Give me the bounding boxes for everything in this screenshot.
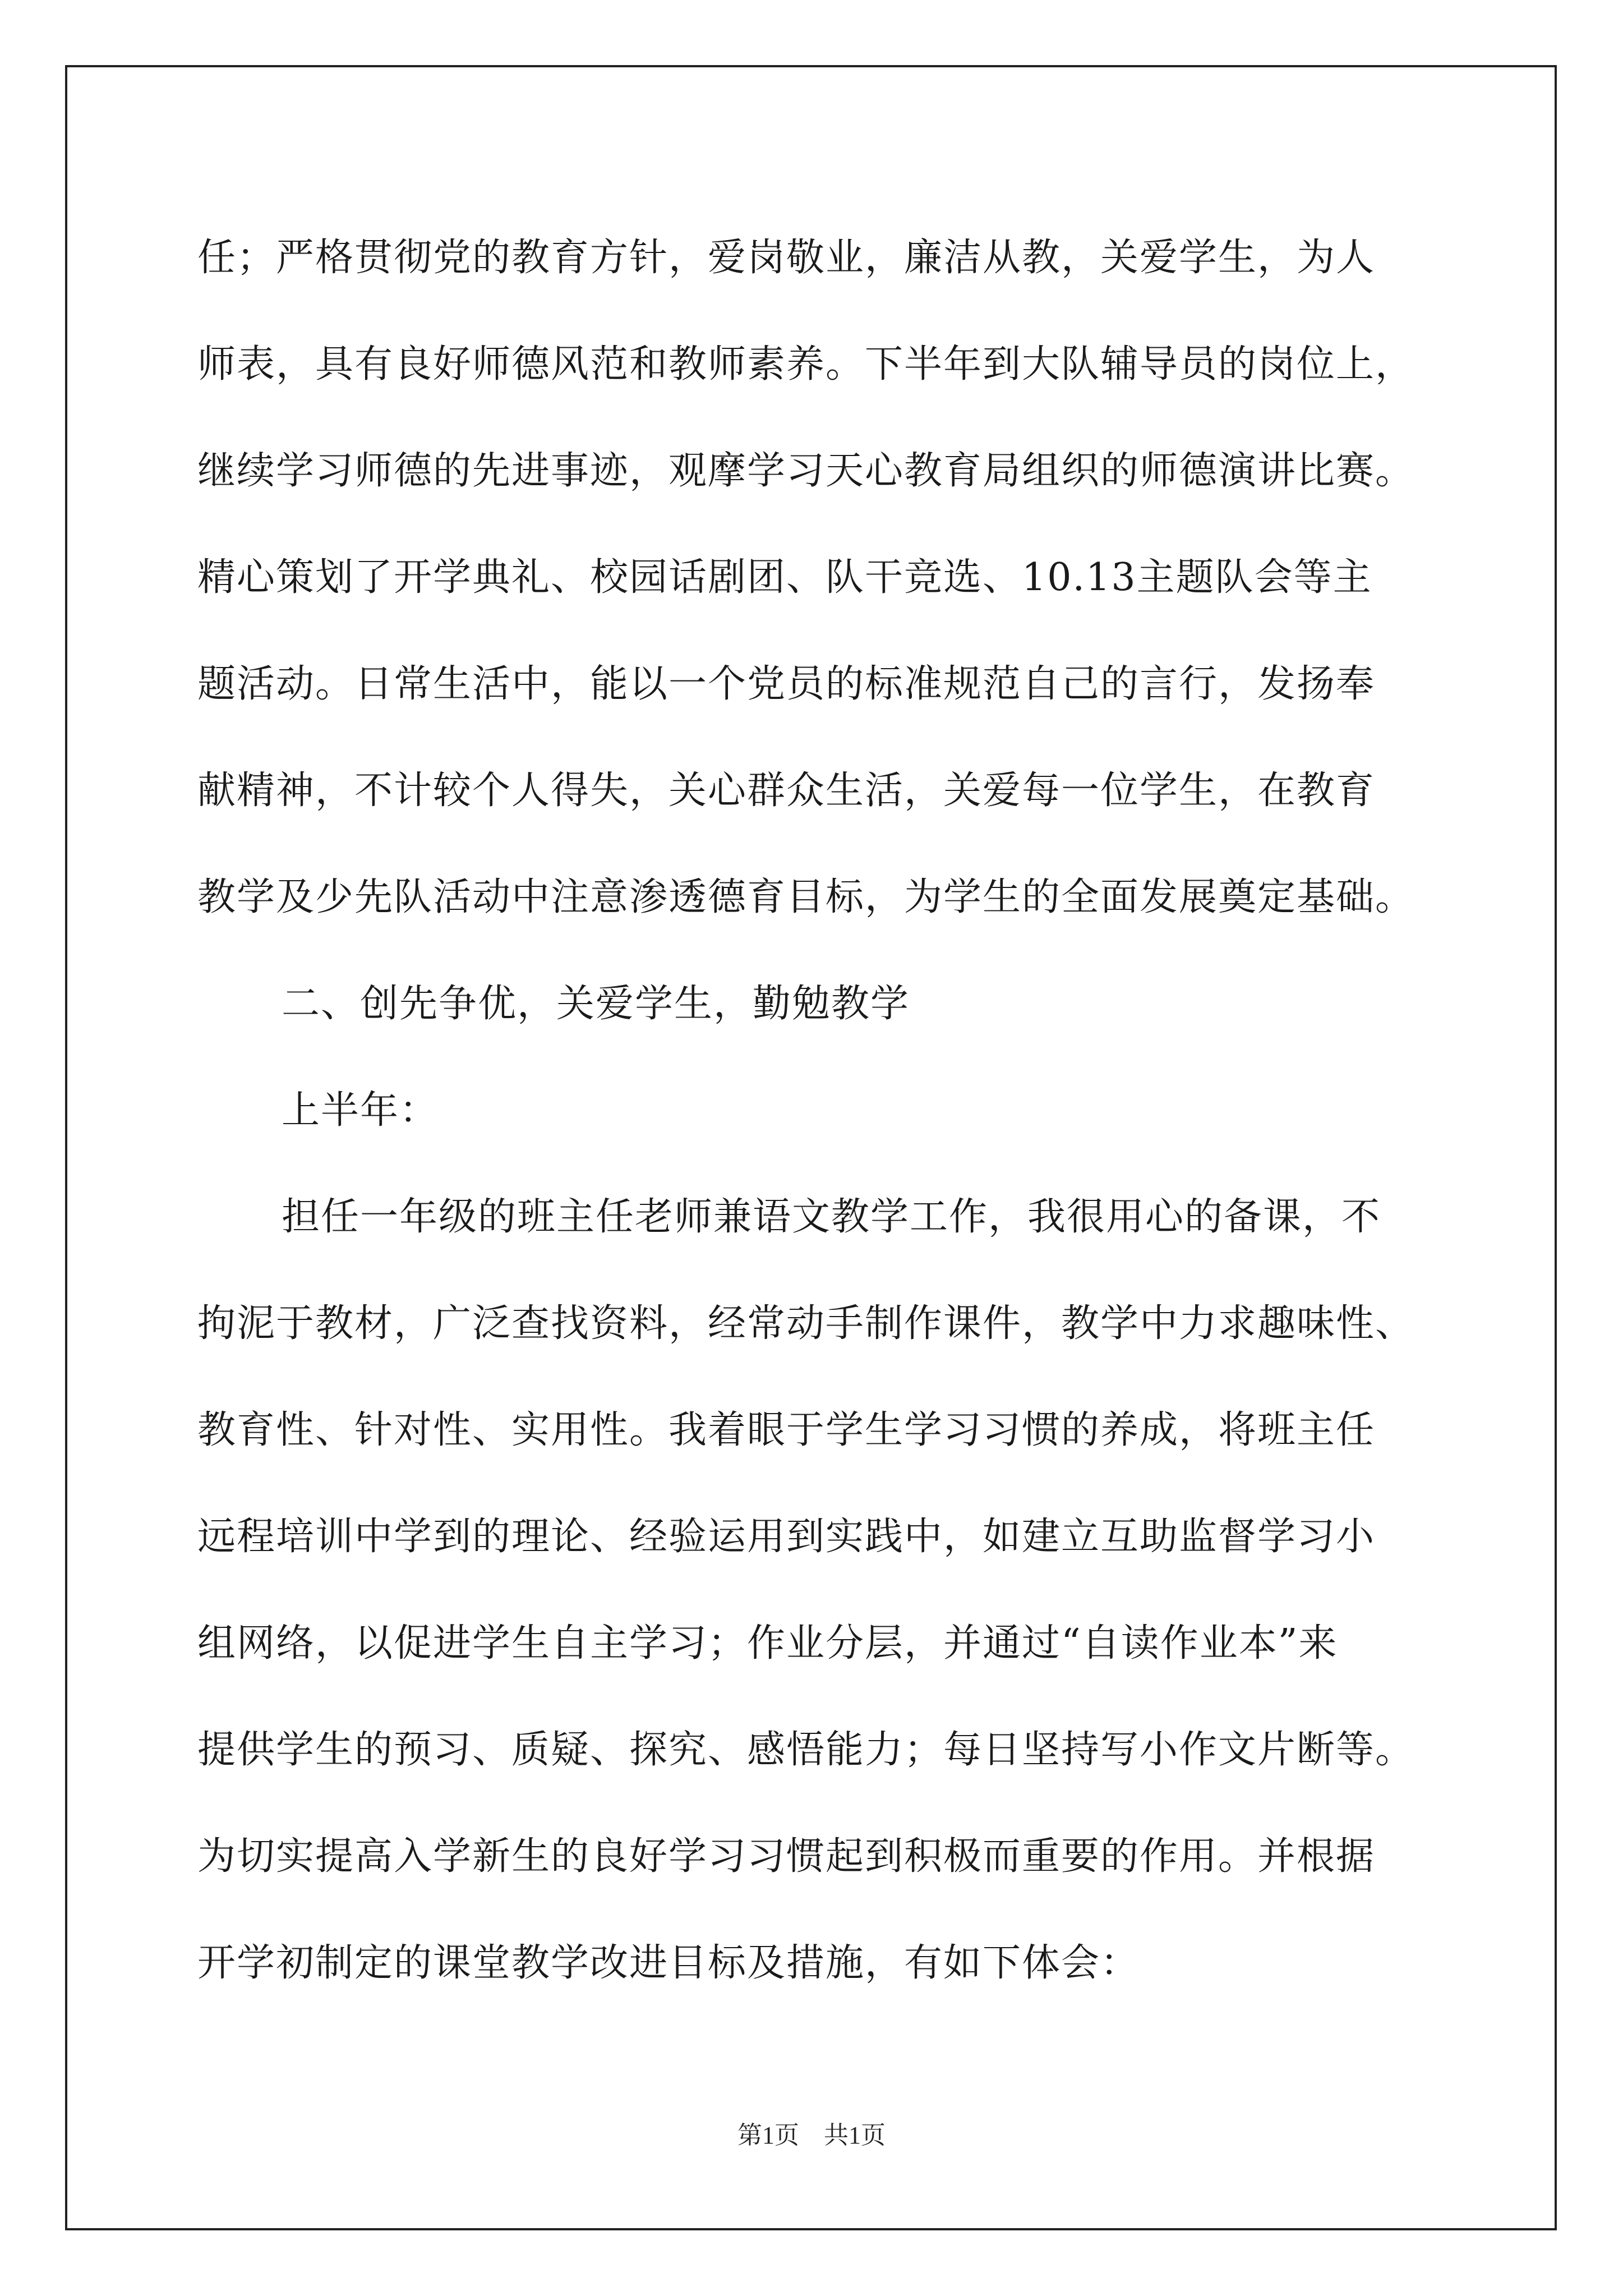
paragraph-line: 提供学生的预习、质疑、探究、感悟能力；每日坚持写小作文片断等。 — [197, 1728, 1415, 1772]
paragraph-line: 师表，具有良好师德风范和教师素养。下半年到大队辅导员的岗位上， — [197, 342, 1415, 386]
subheading: 上半年： — [282, 1088, 439, 1133]
page-footer: 第1页 共1页 — [737, 2122, 886, 2149]
paragraph-line: 为切实提高入学新生的良好学习习惯起到积极而重要的作用。并根据 — [197, 1834, 1376, 1879]
paragraph-line: 精心策划了开学典礼、校园话剧团、队干竞选、10.13主题队会等主 — [197, 555, 1372, 600]
paragraph-line: 教育性、针对性、实用性。我着眼于学生学习习惯的养成，将班主任 — [197, 1408, 1376, 1452]
paragraph-line: 开学初制定的课堂教学改进目标及措施，有如下体会： — [197, 1941, 1140, 1985]
paragraph-line: 担任一年级的班主任老师兼语文教学工作，我很用心的备课，不 — [282, 1195, 1381, 1239]
paragraph-line: 任；严格贯彻党的教育方针，爱岗敬业，廉洁从教，关爱学生，为人 — [197, 236, 1376, 280]
paragraph-line: 组网络，以促进学生自主学习；作业分层，并通过“自读作业本”来 — [197, 1621, 1338, 1665]
section-heading: 二、创先争优，关爱学生，勤勉教学 — [282, 982, 910, 1026]
paragraph-line: 献精神，不计较个人得失，关心群众生活，关爱每一位学生，在教育 — [197, 769, 1376, 813]
paragraph-line: 题活动。日常生活中，能以一个党员的标准规范自己的言行，发扬奉 — [197, 662, 1376, 706]
paragraph-line: 继续学习师德的先进事迹，观摩学习天心教育局组织的师德演讲比赛。 — [197, 449, 1415, 493]
paragraph-line: 远程培训中学到的理论、经验运用到实践中，如建立互助监督学习小 — [197, 1515, 1376, 1559]
paragraph-line: 教学及少先队活动中注意渗透德育目标，为学生的全面发展奠定基础。 — [197, 875, 1415, 919]
paragraph-line: 拘泥于教材，广泛查找资料，经常动手制作课件，教学中力求趣味性、 — [197, 1301, 1415, 1346]
